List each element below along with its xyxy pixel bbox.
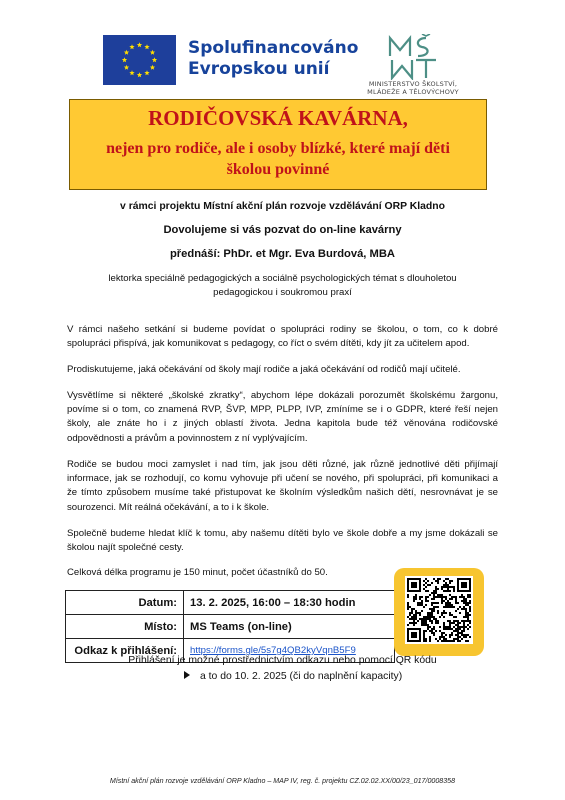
- registration-deadline: a to do 10. 2. 2025 (či do naplnění kapacity): [184, 671, 402, 682]
- eu-flag-icon: [103, 35, 176, 85]
- eu-cofinance-text: Spolufinancováno Evropskou unií: [188, 38, 359, 79]
- qr-code-icon[interactable]: [405, 576, 473, 644]
- banner-subtitle-line1: nejen pro rodiče, ale i osoby blízké, které mají děti: [106, 140, 450, 157]
- invitation-line: Dovolujeme si vás pozvat do on-line kavárny: [163, 224, 402, 236]
- footer-text: Místní akční plán rozvoje vzdělávání ORP Kladno – MAP IV, reg. č. projektu CZ.02.02.XX/00/23_017/0008358: [109, 777, 456, 785]
- table-row: [66, 591, 395, 615]
- paragraph-3: Vysvětlíme si některé „školské zkratky“, abychom lépe dokázali porozumět školskému žargonu, povíme si o tom, co znamená RVP, ŠVP, MPP, PLPP, IVP, zmíníme se i o GDPR, které řeší nejen školy, ale znáte ho i z jiných oblastí života. Jedna kapitola bude též věnována rodičovské odpovědnosti a právům a povinnostem z ní vyplývajícím.: [67, 390, 498, 444]
- date-value: 13. 2. 2025, 16:00 – 18:30 hodin: [184, 591, 395, 615]
- program-length-note: Celková délka programu je 150 minut, počet účastníků do 50.: [67, 567, 328, 578]
- arrow-bullet-icon: [184, 671, 190, 679]
- paragraph-1: V rámci našeho setkání si budeme povídat o spolupráci rodiny se školou, o tom, co k dobré spolupráci přispívá, jak komunikovat s pedagogy, co říct o svém dítěti, kdy jít za učitelem apod.: [67, 324, 498, 350]
- paragraph-4: Rodiče se budou moci zamyslet i nad tím, jak jsou děti různé, jak různě jednotlivé děti přijímají informace, jak se rozhodují, co komu vyhovuje při učení se nového, při spolupráci, při komunikaci a že tímto způsobem musíme také přistupovat ke školním výsledkům našich dětí, nesrovnávat je se sourozenci. Mít reálná očekávání, a to i k škole.: [67, 459, 498, 513]
- date-label: Datum:: [66, 591, 184, 615]
- table-row: [66, 615, 395, 639]
- project-line: v rámci projektu Místní akční plán rozvoje vzdělávání ORP Kladno: [120, 201, 445, 212]
- msmt-name: MINISTERSTVO ŠKOLSTVÍ, MLÁDEŽE A TĚLOVÝCHOVY: [367, 80, 459, 96]
- banner-title: RODIČOVSKÁ KAVÁRNA,: [148, 106, 408, 130]
- lecturer-line: přednáší: PhDr. et Mgr. Eva Burdová, MBA: [169, 248, 396, 260]
- lecturer-description: lektorka speciálně pedagogických a sociálně psychologických témat s dlouholetou pedagogickou i soukromou praxí: [108, 273, 457, 298]
- place-value: MS Teams (on-line): [184, 615, 395, 639]
- link-label: Odkaz k přihlášení:: [66, 639, 184, 663]
- title-banner: [69, 99, 487, 190]
- registration-link[interactable]: https://forms.gle/5s7g4QB2kyVqnB5F9: [190, 645, 356, 656]
- registration-note: Přihlášení je možné prostřednictvím odkazu nebo pomocí QR kódu: [128, 655, 437, 666]
- msmt-logo-icon: [386, 34, 438, 80]
- paragraph-2: Prodiskutujeme, jaká očekávání od školy mají rodiče a jaká očekávání od rodičů mají učitelé.: [67, 364, 461, 375]
- event-details-table: [65, 590, 395, 663]
- paragraph-5: Společně budeme hledat klíč k tomu, aby našemu dítěti bylo ve škole dobře a my jsme dokázali se školou najít společné cesty.: [67, 528, 498, 554]
- banner-subtitle-line2: školou povinné: [226, 161, 330, 178]
- place-label: Místo:: [66, 615, 184, 639]
